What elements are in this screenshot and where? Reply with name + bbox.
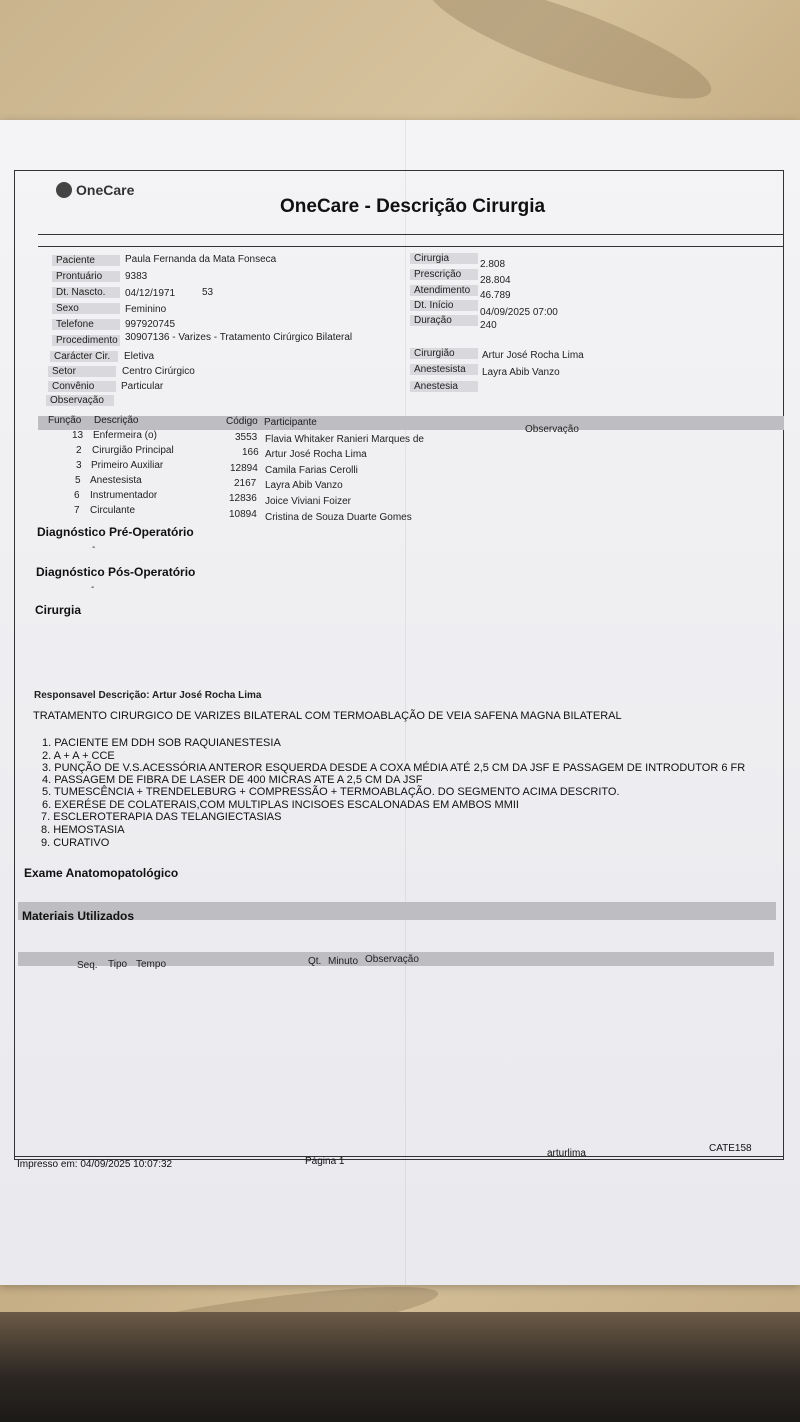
exame-heading: Exame Anatomopatológico bbox=[24, 866, 179, 880]
mat-col-tipo: Tipo bbox=[108, 959, 128, 970]
row-funcao: 2 bbox=[76, 445, 82, 456]
anestesista-label: Anestesista bbox=[410, 364, 478, 375]
anestesia-label: Anestesia bbox=[410, 381, 478, 392]
atendimento-label: Atendimento bbox=[410, 285, 478, 296]
row-codigo: 3553 bbox=[235, 432, 258, 443]
step-item: 6. EXERÉSE DE COLATERAIS,COM MULTIPLAS INCISOES ESCALONADAS EM AMBOS MMII bbox=[42, 799, 519, 811]
mat-col-seq: Seq. bbox=[77, 960, 98, 971]
col-descricao: Descrição bbox=[94, 415, 139, 426]
row-participante: Artur José Rocha Lima bbox=[265, 449, 367, 460]
atendimento-value: 46.789 bbox=[480, 290, 511, 301]
cirurgiao-value: Artur José Rocha Lima bbox=[482, 350, 584, 361]
observacao-label: Observação bbox=[46, 395, 114, 406]
row-descricao: Enfermeira (o) bbox=[93, 430, 157, 441]
telefone-value: 997920745 bbox=[125, 319, 176, 330]
row-funcao: 6 bbox=[74, 490, 80, 501]
prontuario-value: 9383 bbox=[125, 271, 148, 282]
pos-op-heading: Diagnóstico Pós-Operatório bbox=[36, 565, 196, 579]
row-funcao: 3 bbox=[76, 460, 82, 471]
col-funcao: Função bbox=[48, 415, 82, 426]
col-codigo: Código bbox=[226, 416, 258, 427]
inicio-value: 04/09/2025 07:00 bbox=[480, 307, 558, 318]
materiais-heading: Materiais Utilizados bbox=[22, 909, 135, 923]
row-descricao: Instrumentador bbox=[90, 490, 158, 501]
row-codigo: 12836 bbox=[229, 493, 257, 504]
row-participante: Cristina de Souza Duarte Gomes bbox=[265, 512, 412, 523]
cirurgia-label: Cirurgia bbox=[410, 253, 478, 264]
page-title: OneCare - Descrição Cirurgia bbox=[280, 196, 546, 217]
nascto-value: 04/12/1971 bbox=[125, 288, 176, 299]
team-header-bar bbox=[38, 416, 784, 430]
row-funcao: 7 bbox=[74, 505, 80, 516]
row-participante: Flavia Whitaker Ranieri Marques de bbox=[265, 434, 424, 445]
impresso-em: Impresso em: 04/09/2025 10:07:32 bbox=[17, 1159, 173, 1170]
inicio-label: Dt. Início bbox=[410, 300, 478, 311]
row-funcao: 5 bbox=[75, 475, 81, 486]
row-descricao: Anestesista bbox=[90, 475, 142, 486]
pre-op-value: - bbox=[92, 542, 96, 553]
prescricao-value: 28.804 bbox=[480, 275, 511, 286]
row-funcao: 13 bbox=[72, 430, 84, 441]
dark-surface bbox=[0, 1312, 800, 1422]
convenio-value: Particular bbox=[121, 381, 164, 392]
row-codigo: 166 bbox=[242, 447, 259, 458]
anestesista-value: Layra Abib Vanzo bbox=[482, 367, 560, 378]
marble-vein bbox=[419, 0, 721, 119]
col-participante: Participante bbox=[264, 417, 317, 428]
footer-divider bbox=[14, 1156, 784, 1157]
page-number: Página 1 bbox=[305, 1156, 345, 1167]
sexo-label: Sexo bbox=[52, 303, 120, 314]
step-item: 9. CURATIVO bbox=[41, 837, 110, 849]
user-name: arturlima bbox=[547, 1148, 586, 1159]
cirurgia-value: 2.808 bbox=[480, 259, 506, 270]
nascto-label: Dt. Nascto. bbox=[52, 287, 120, 298]
sexo-value: Feminino bbox=[125, 304, 167, 315]
row-participante: Camila Farias Cerolli bbox=[265, 465, 358, 476]
row-codigo: 2167 bbox=[234, 478, 257, 489]
paciente-label: Paciente bbox=[52, 255, 120, 266]
duracao-label: Duração bbox=[410, 315, 478, 326]
col-observacao: Observação bbox=[525, 424, 579, 435]
step-item: 5. TUMESCÊNCIA + TRENDELEBURG + COMPRESSÃO + TERMOABLAÇÃO. DO SEGMENTO ACIMA DESCRITO. bbox=[42, 786, 620, 798]
pre-op-heading: Diagnóstico Pré-Operatório bbox=[37, 525, 194, 539]
mat-col-tempo: Tempo bbox=[136, 959, 167, 970]
row-participante: Joice Viviani Foizer bbox=[265, 496, 351, 507]
step-item: 8. HEMOSTASIA bbox=[41, 824, 125, 836]
step-item: 2. A + A + CCE bbox=[42, 750, 115, 762]
row-codigo: 12894 bbox=[230, 463, 258, 474]
step-item: 7. ESCLEROTERAPIA DAS TELANGIECTASIAS bbox=[41, 811, 282, 823]
row-descricao: Primeiro Auxiliar bbox=[91, 460, 164, 471]
step-item: 1. PACIENTE EM DDH SOB RAQUIANESTESIA bbox=[42, 737, 281, 749]
procedimento-label: Procedimento bbox=[52, 335, 120, 346]
responsavel-line: Responsavel Descrição: Artur José Rocha Lima bbox=[34, 690, 262, 701]
row-descricao: Cirurgião Principal bbox=[92, 445, 174, 456]
onecare-logo-icon bbox=[56, 182, 72, 198]
step-item: 3. PUNÇÃO DE V.S.ACESSÓRIA ANTEROR ESQUERDA DESDE A COXA MÉDIA ATÉ 2,5 CM DA JSF E PASSAGEM DE INTRODUTOR 6 FR bbox=[42, 762, 746, 774]
mat-col-obs: Observação bbox=[365, 954, 419, 965]
cirurgia-heading: Cirurgia bbox=[35, 603, 82, 617]
setor-label: Setor bbox=[48, 366, 116, 377]
step-item: 4. PASSAGEM DE FIBRA DE LASER DE 400 MICRAS ATE A 2,5 CM DA JSF bbox=[42, 774, 423, 786]
header-divider bbox=[38, 234, 784, 235]
prontuario-label: Prontuário bbox=[52, 271, 120, 282]
header-divider bbox=[38, 246, 784, 247]
prescricao-label: Prescrição bbox=[410, 269, 478, 280]
idade-value: 53 bbox=[202, 287, 214, 298]
duracao-value: 240 bbox=[480, 320, 497, 331]
telefone-label: Telefone bbox=[52, 319, 120, 330]
mat-col-minuto: Minuto bbox=[328, 956, 359, 967]
setor-value: Centro Cirúrgico bbox=[122, 366, 195, 377]
report-code: CATE158 bbox=[709, 1143, 752, 1154]
mat-col-qt: Qt. bbox=[308, 956, 322, 967]
carater-label: Carácter Cir. bbox=[50, 351, 118, 362]
cirurgiao-label: Cirurgião bbox=[410, 348, 478, 359]
paciente-value: Paula Fernanda da Mata Fonseca bbox=[125, 254, 277, 265]
pos-op-value: - bbox=[91, 582, 95, 593]
carater-value: Eletiva bbox=[124, 351, 155, 362]
row-codigo: 10894 bbox=[229, 509, 257, 520]
convenio-label: Convênio bbox=[48, 381, 116, 392]
logo-text: OneCare bbox=[76, 182, 135, 198]
description-title: TRATAMENTO CIRURGICO DE VARIZES BILATERAL COM TERMOABLAÇÃO DE VEIA SAFENA MAGNA BILATERAL bbox=[33, 710, 622, 722]
row-descricao: Circulante bbox=[90, 505, 136, 516]
onecare-logo bbox=[56, 182, 134, 198]
procedimento-value: 30907136 - Varizes - Tratamento Cirúrgico Bilateral bbox=[125, 332, 353, 343]
row-participante: Layra Abib Vanzo bbox=[265, 480, 343, 491]
